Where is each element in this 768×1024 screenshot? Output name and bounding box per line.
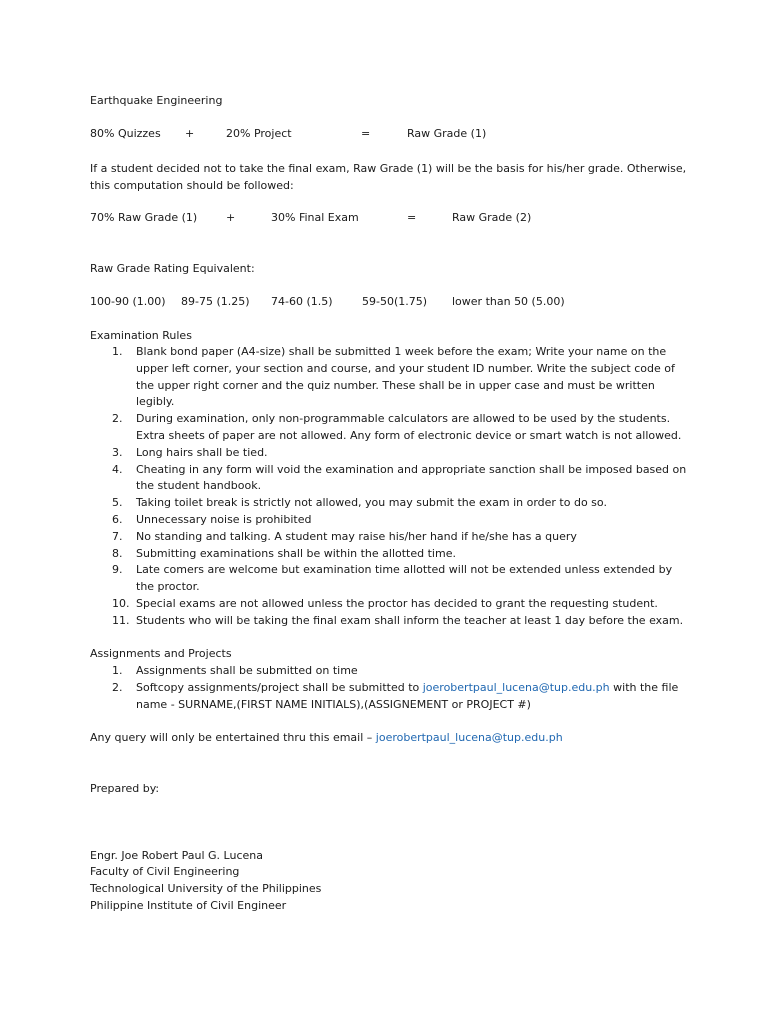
exam-rule-item — [90, 495, 690, 512]
exam-rule-item — [90, 562, 690, 596]
assignment-item-continued: name - SURNAME,(FIRST NAME INITIALS),(ASSIGNEMENT or PROJECT #) — [136, 698, 531, 711]
exam-rule-item — [90, 344, 690, 411]
exam-rule-item — [90, 462, 690, 496]
signatory-name: Engr. Joe Robert Paul G. Lucena — [90, 849, 263, 862]
exam-rule-text: Special exams are not allowed unless the proctor has decided to grant the requesting student. — [136, 596, 658, 610]
exam-rule-text: upper left corner, your section and course, and your student ID number. Write the subject code of — [136, 361, 675, 375]
email-link[interactable]: joerobertpaul_lucena@tup.edu.ph — [422, 681, 610, 694]
exam-rule-text: Long hairs shall be tied. — [136, 445, 268, 459]
assignment-item — [136, 679, 678, 696]
query-text: Any query will only be entertained thru this email – — [90, 731, 373, 744]
exam-rule-text: Taking toilet break is strictly not allowed, you may submit the exam in order to do so. — [136, 496, 607, 510]
assignment-text: with the file — [613, 681, 679, 694]
assignments-heading: Assignments and Projects — [90, 647, 232, 660]
exam-rule-text: the proctor. — [136, 580, 200, 594]
formula2-equals: = — [407, 211, 417, 224]
formula2-term-b: 30% Final Exam — [271, 211, 359, 224]
list-number: 9. — [112, 563, 123, 577]
note-line-1: If a student decided not to take the final exam, Raw Grade (1) will be the basis for his/her grade. Otherwise, — [90, 162, 687, 175]
list-number: 6. — [112, 512, 123, 526]
email-link[interactable]: joerobertpaul_lucena@tup.edu.ph — [375, 731, 563, 744]
exam-rule-text: No standing and talking. A student may raise his/her hand if he/she has a query — [136, 529, 577, 543]
list-number: 1. — [112, 345, 123, 358]
exam-rule-item — [90, 596, 690, 613]
document-title: Earthquake Engineering — [90, 94, 223, 107]
exam-rule-text: Blank bond paper (A4-size) shall be submitted 1 week before the exam; Write your name on the — [136, 345, 667, 358]
exam-rule-item — [90, 512, 690, 529]
list-number: 11. — [112, 613, 130, 627]
formula2-term-a: 70% Raw Grade (1) — [90, 211, 198, 224]
list-number: 1. — [112, 664, 123, 677]
formula1-term-a: 80% Quizzes — [90, 127, 161, 140]
exam-rule-item — [90, 546, 690, 563]
prepared-by-label: Prepared by: — [90, 782, 160, 795]
list-number: 2. — [112, 412, 123, 426]
formula2-result: Raw Grade (2) — [452, 211, 532, 224]
list-number: 5. — [112, 496, 123, 510]
assignment-text: Softcopy assignments/project shall be submitted to — [136, 681, 420, 694]
signatory-university: Technological University of the Philippines — [90, 882, 322, 895]
exam-rules-heading: Examination Rules — [90, 329, 192, 342]
rating-item: 74-60 (1.5) — [271, 295, 333, 308]
exam-rule-text: Students who will be taking the final exam shall inform the teacher at least 1 day before the exam. — [136, 613, 684, 627]
exam-rule-text: During examination, only non-programmable calculators are allowed to be used by the students. — [136, 412, 671, 426]
exam-rule-text: Unnecessary noise is prohibited — [136, 512, 312, 526]
exam-rule-text: the student handbook. — [136, 479, 262, 493]
rating-item: lower than 50 (5.00) — [452, 295, 565, 308]
list-number: 8. — [112, 546, 123, 560]
note-line-2: this computation should be followed: — [90, 179, 294, 192]
list-number: 10. — [112, 596, 130, 610]
exam-rule-text: Submitting examinations shall be within the allotted time. — [136, 546, 456, 560]
list-number: 2. — [112, 681, 123, 694]
exam-rule-text: Cheating in any form will void the examination and appropriate sanction shall be imposed based on — [136, 462, 687, 476]
signatory-faculty: Faculty of Civil Engineering — [90, 865, 240, 878]
rating-item: 89-75 (1.25) — [181, 295, 250, 308]
exam-rule-item — [90, 613, 690, 630]
exam-rules-list — [90, 344, 690, 630]
formula1-result: Raw Grade (1) — [407, 127, 487, 140]
rating-item: 59-50(1.75) — [362, 295, 428, 308]
exam-rule-text: Extra sheets of paper are not allowed. Any form of electronic device or smart watch is not allowed. — [136, 428, 682, 442]
exam-rule-text: legibly. — [136, 395, 175, 409]
signatory-institute: Philippine Institute of Civil Engineer — [90, 899, 287, 912]
exam-rule-text: the upper right corner and the quiz number. These shall be in upper case and must be written — [136, 378, 655, 392]
exam-rule-text: Late comers are welcome but examination time allotted will not be extended unless extended by — [136, 563, 673, 577]
formula1-equals: = — [361, 127, 371, 140]
formula1-plus: + — [185, 127, 195, 140]
exam-rule-item — [90, 529, 690, 546]
formula1-term-b: 20% Project — [226, 127, 292, 140]
assignment-item: Assignments shall be submitted on time — [136, 664, 358, 677]
list-number: 3. — [112, 445, 123, 459]
rating-heading: Raw Grade Rating Equivalent: — [90, 262, 255, 275]
rating-item: 100-90 (1.00) — [90, 295, 166, 308]
list-number: 7. — [112, 529, 123, 543]
exam-rule-item — [90, 411, 690, 445]
list-number: 4. — [112, 462, 123, 476]
query-line — [90, 729, 563, 746]
formula2-plus: + — [226, 211, 236, 224]
exam-rule-item — [90, 445, 690, 462]
